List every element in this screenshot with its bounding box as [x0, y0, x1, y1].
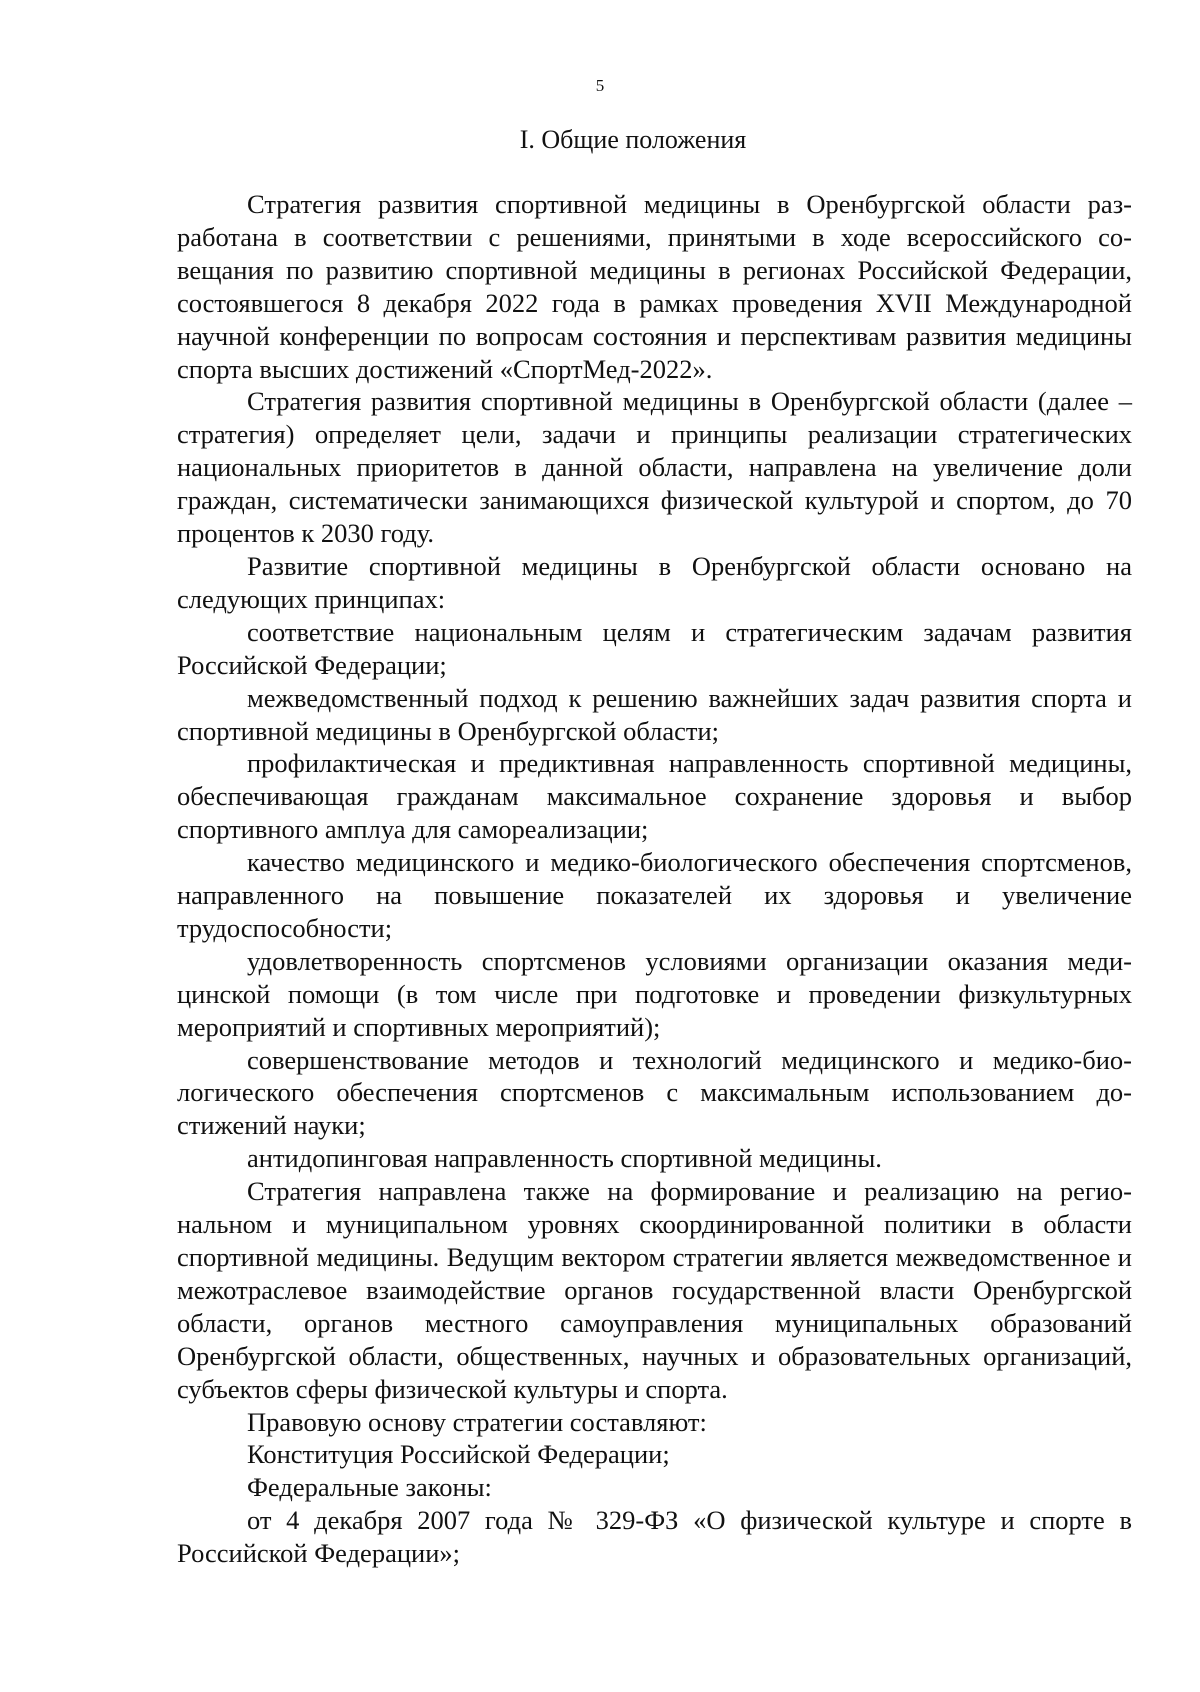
paragraph: Стратегия направлена также на формирование и реализацию на региональном и муниципальном уровнях скоординированной политики в области спортивной медицины. Ведущим вектором стратегии является межведомственное и межотраслевое взаимодействие органов государственной власти Оренбургской области, органов местного самоуправления муниципальных образований Оренбургской области, общественных, научных и образовательных организаций, субъектов сферы физической культуры и спорта. — [177, 1176, 1132, 1404]
principle-item: удовлетворенность спортсменов условиями организации оказания медицинской помощи (в том числе при подготовке и проведении физкультурных мероприятий и спортивных мероприятий); — [177, 945, 1132, 1042]
principle-item: совершенствование методов и технологий медицинского и медико-биологического обеспечения спортсменов с максимальным использованием достижений науки; — [177, 1044, 1132, 1141]
paragraph: Правовую основу стратегии составляют: — [247, 1406, 707, 1437]
legal-basis-item: Конституция Российской Федерации; — [247, 1439, 670, 1470]
paragraph: Развитие спортивной медицины в Оренбургской области основано на следующих принципах: — [177, 550, 1132, 614]
legal-basis-item: от 4 декабря 2007 года № 329-ФЗ «О физической культуре и спорте в Российской Федерации»; — [177, 1505, 1132, 1569]
principle-item: межведомственный подход к решению важнейших задач развития спорта и спортивной медицины в Оренбургской области; — [177, 682, 1132, 746]
document-body — [177, 188, 1132, 1570]
page-number: 5 — [595, 76, 605, 95]
paragraph: Стратегия развития спортивной медицины в Оренбургской области (далее – стратегия) определяет цели, задачи и принципы реализации стратегических национальных приоритетов в данной области, направлена на увеличение доли граждан, систематически занимающихся физической культурой и спортом, до 70 процентов к 2030 году. — [177, 386, 1132, 549]
principle-item: соответствие национальным целям и стратегическим задачам развития Российской Федерации; — [177, 616, 1132, 680]
principle-item: качество медицинского и медико-биологического обеспечения спортсменов, направленного на повышение показателей их здоровья и увеличение трудоспособности; — [177, 847, 1132, 943]
paragraph: Стратегия развития спортивной медицины в Оренбургской области разработана в соответствии с решениями, принятыми в ходе всероссийского совещания по развитию спортивной медицины в регионах Российской Федерации, состоявшегося 8 декабря 2022 года в рамках проведения XVII Международной научной конференции по вопросам состояния и перспективам развития медицины спорта высших достижений «СпортМед-2022». — [177, 189, 1132, 384]
section-title: I. Общие положения — [519, 125, 747, 154]
principle-item: профилактическая и предиктивная направленность спортивной медицины, обеспечивающая гражданам максимальное сохранение здоровья и выбор спортивного амплуа для самореализации; — [177, 748, 1132, 845]
principle-item: антидопинговая направленность спортивной медицины. — [247, 1143, 882, 1174]
legal-basis-item: Федеральные законы: — [247, 1472, 492, 1503]
